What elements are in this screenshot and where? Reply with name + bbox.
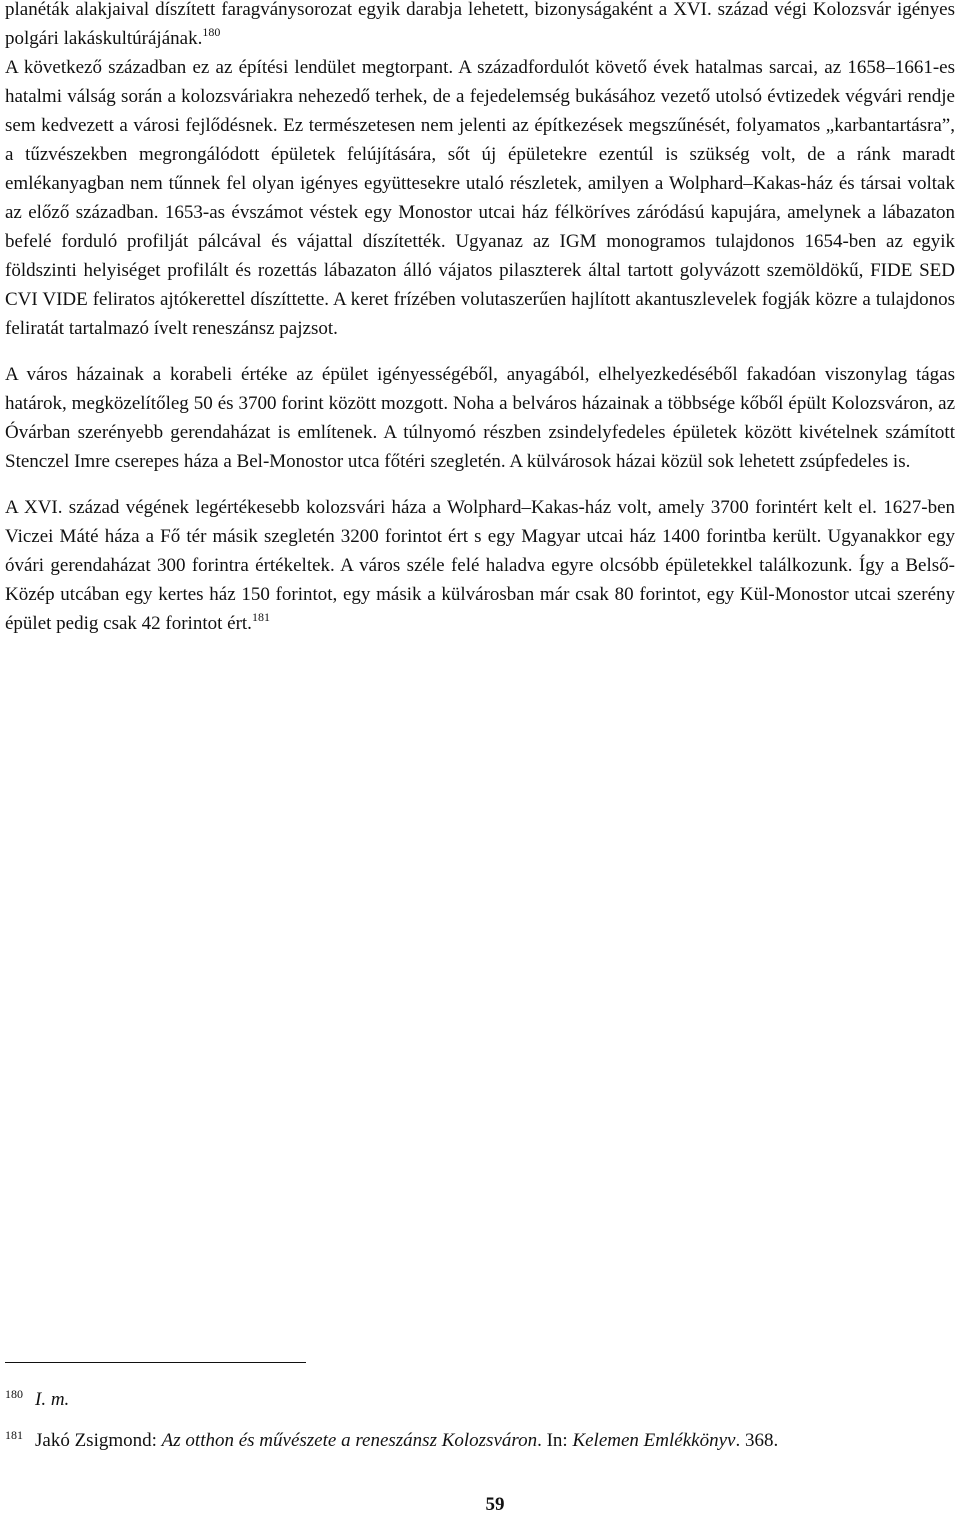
footnote-in: . In: bbox=[537, 1430, 568, 1451]
footnote-separator bbox=[5, 1362, 306, 1363]
paragraph-continued bbox=[5, 0, 955, 53]
paragraph-house-values: A város házainak a korabeli értéke az épület igényességéből, anyagából, elhelyezkedéséből fakadóan viszonylag tágas határok, megközelítőleg 50 és 3700 forint között mozgott. Noha a belváros házainak a többsége kőből épült Kolozsváron, az Óvárban szerényebb gerendaházat is említenek. A túlnyomó részben zsindelyfedeles épületek között kivételnek számított Stenczel Imre cserepes háza a Bel-Monostor utca főtéri szegletén. A külvárosok házai közül sok lehetett zsúpfedeles is. bbox=[5, 364, 955, 472]
footnote-number: 181 bbox=[5, 1428, 23, 1442]
paragraph-construction-halt: A következő században ez az építési lendület megtorpant. A századfordulót követő évek hatalmas sarcai, az 1658–1661-es hatalmi válság során a kolozsváriakra nehezedő terhek, de a fejedelemség bukásához vezető utolsó évtizedek végvári rendje sem kedvezett a városi fejlődésnek. Ez természetesen nem jelenti az építkezések megszűnését, folyamatos „karbantartásra”, a tűzvészekben megrongálódott épületek felújítására, sőt új épületekre ezentúl is szükség volt, de a ránk maradt emlékanyagban nem tűnnek fel olyan igényes együttesekre utaló részletek, amilyen a Wolphard–Kakas-ház és társai voltak az előző században. 1653-as évszámot véstek egy Monostor utcai ház félköríves záródású kapujára, amelynek a lábazaton befelé forduló profilját pálcával és vájattal díszítették. Ugyanaz az IGM monogramos tulajdonos 1654-ben az egyik földszinti helyiséget profilált és rozettás lábazaton álló vájatos pilaszterek által tartott golyvázott szemöldökű, FIDE SED CVI VIDE feliratos ajtókerettel díszíttette. A keret frízében volutaszerűen hajlított akantuszlevelek fogják közre a tulajdonos feliratát tartalmazó ívelt reneszánsz pajzsot. bbox=[5, 57, 955, 339]
paragraph-text: A XVI. század végének legértékesebb kolozsvári háza a Wolphard–Kakas-ház volt, amely 3700 forintért kelt el. 1627-ben Viczei Máté háza a Fő tér másik szegletén 3200 forintot ért s egy Magyar utcai ház 1400 forintba került. Ugyanakkor egy óvári gerendaházat 300 forintra értékeltek. A város széle felé haladva egyre olcsóbb épületekkel találkozunk. Így a Belső-Közép utcában egy kertes ház 150 forintot, egy másik a külvárosban már csak 80 forintot, egy Kül-Monostor utcai szerény épület pedig csak 42 forintot ért. bbox=[5, 497, 955, 634]
footnote-181 bbox=[5, 1429, 955, 1452]
paragraph-text: planéták alakjaival díszített faragványsorozat egyik darabja lehetett, bizonyságaként a XVI. század végi Kolozsvár igényes polgári lakáskultúrájának. bbox=[5, 0, 955, 49]
footnote-page: . 368. bbox=[735, 1430, 779, 1451]
footnote-ref-180: 180 bbox=[202, 25, 221, 39]
footnote-number: 180 bbox=[5, 1387, 23, 1401]
footnotes bbox=[5, 1388, 955, 1470]
paragraph-house-prices bbox=[5, 493, 955, 638]
footnote-author: Jakó Zsigmond: bbox=[35, 1430, 157, 1451]
footnote-ref-181: 181 bbox=[251, 610, 270, 624]
footnote-text: I. m. bbox=[35, 1389, 70, 1410]
page-number: 59 bbox=[485, 1494, 505, 1515]
main-text bbox=[5, 0, 955, 655]
footnote-book: Kelemen Emlékkönyv bbox=[572, 1430, 736, 1451]
footnote-title: Az otthon és művészete a reneszánsz Kolozsváron bbox=[161, 1430, 538, 1451]
footnote-180 bbox=[5, 1388, 955, 1411]
